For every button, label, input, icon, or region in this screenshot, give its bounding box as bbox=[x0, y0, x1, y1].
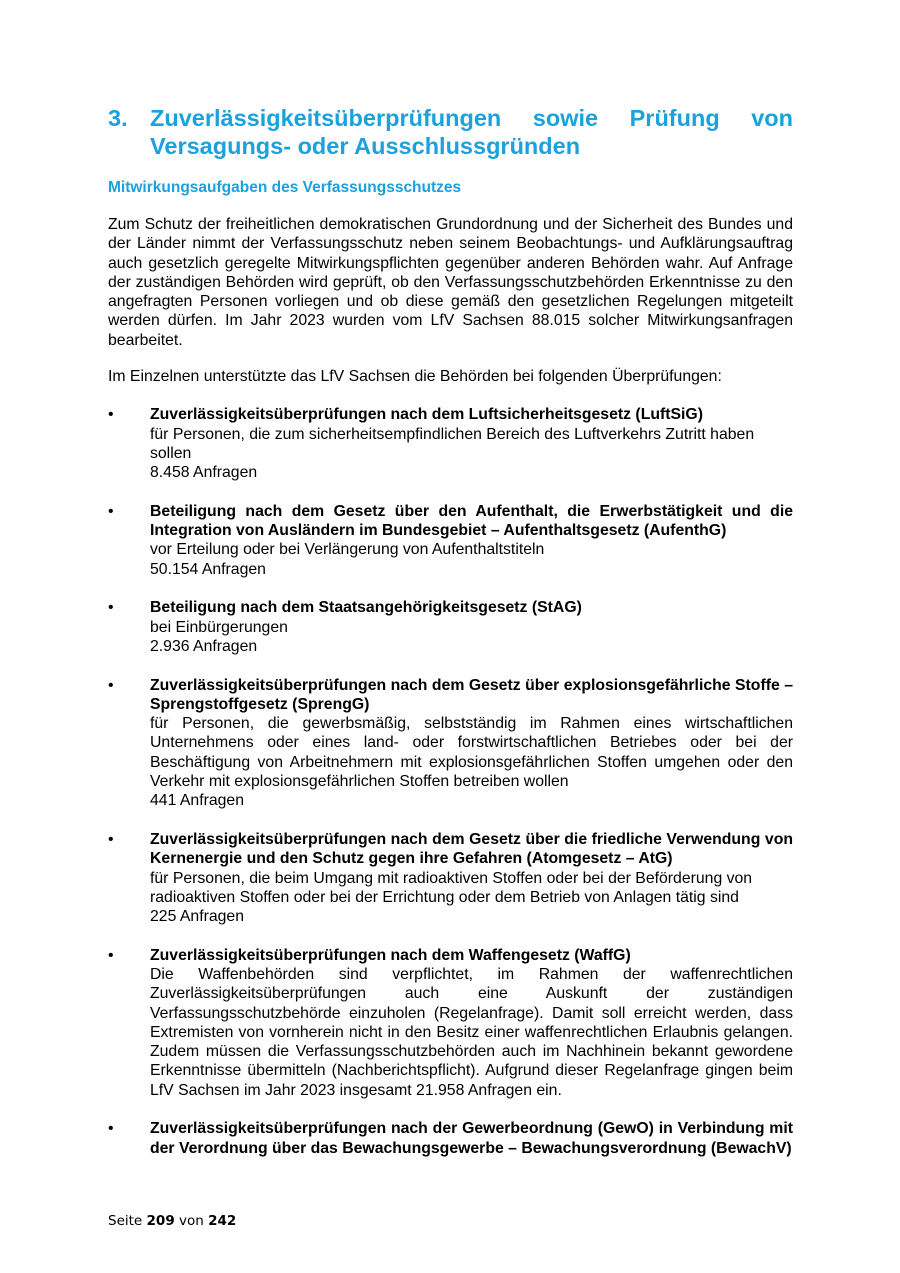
item-description: für Personen, die zum sicherheitsempfindlichen Bereich des Luftverkehrs Zutritt haben sollen bbox=[150, 425, 755, 462]
review-list bbox=[108, 405, 793, 1158]
section-title: Zuverlässigkeitsüberprüfungen sowie Prüfung von Versagungs- oder Ausschlussgründen bbox=[150, 105, 793, 159]
item-description: für Personen, die beim Umgang mit radioaktiven Stoffen oder bei der Beförderung von radioaktiven Stoffen oder bei der Errichtung oder dem Betrieb von Anlagen tätig sind bbox=[150, 869, 753, 906]
intro-paragraph: Zum Schutz der freiheitlichen demokratischen Grundordnung und der Sicherheit des Bundes und der Länder nimmt der Verfassungsschutz neben seinem Beobachtungs- und Aufklärungsauftrag auch gesetzlich geregelte Mitwirkungspflichten gegenüber anderen Behörden wahr. Auf Anfrage der zuständigen Behörden wird geprüft, ob den Verfassungsschutzbehörden Erkenntnisse zu den angefragten Personen vorliegen und ob diese gemäß den gesetzlichen Regelungen mitgeteilt werden dürfen. Im Jahr 2023 wurden vom LfV Sachsen 88.015 solcher Mitwirkungsanfragen bearbeitet. bbox=[108, 216, 793, 349]
section-heading bbox=[108, 104, 793, 160]
list-item bbox=[108, 405, 793, 482]
item-description: vor Erteilung oder bei Verlängerung von Aufenthaltstiteln bbox=[150, 541, 545, 559]
lead-paragraph: Im Einzelnen unterstützte das LfV Sachsen die Behörden bei folgenden Überprüfungen: bbox=[108, 368, 722, 386]
bullet-icon: • bbox=[108, 599, 114, 617]
list-item-content bbox=[150, 676, 793, 811]
list-item bbox=[108, 502, 793, 579]
list-item bbox=[108, 1119, 793, 1158]
list-item-content bbox=[150, 502, 793, 579]
list-item bbox=[108, 830, 793, 926]
subheading: Mitwirkungsaufgaben des Verfassungsschutzes bbox=[108, 179, 462, 196]
item-title: Beteiligung nach dem Staatsangehörigkeitsgesetz (StAG) bbox=[150, 599, 582, 617]
footer-page-total: 242 bbox=[208, 1213, 237, 1229]
list-item-content bbox=[150, 405, 793, 482]
list-item bbox=[108, 676, 793, 811]
footer-separator: von bbox=[179, 1213, 204, 1229]
item-title: Zuverlässigkeitsüberprüfungen nach dem Luftsicherheitsgesetz (LuftSiG) bbox=[150, 406, 703, 424]
bullet-icon: • bbox=[108, 1120, 114, 1138]
item-description: für Personen, die gewerbsmäßig, selbstständig im Rahmen eines wirtschaftlichen Unternehmens oder eines land- oder forstwirtschaftlichen Betriebes oder bei der Beschäftigung von Arbeitnehmern mit explosionsgefährlichen Stoffen umgehen oder den Verkehr mit explosionsgefährlichen Stoffen betreiben wollen bbox=[150, 715, 793, 791]
section-number: 3. bbox=[108, 105, 128, 131]
list-item-content bbox=[150, 1119, 793, 1158]
item-description: Die Waffenbehörden sind verpflichtet, im Rahmen der waffenrechtlichen Zuverlässigkeitsüberprüfungen auch eine Auskunft der zuständigen Verfassungsschutzbehörde einzuholen (Regelanfrage). Damit soll erreicht werden, dass Extremisten von vornherein nicht in den Besitz einer waffenrechtlichen Erlaubnis gelangen. Zudem müssen die Verfassungsschutzbehörden auch im Nachhinein bekannt gewordene Erkenntnisse übermitteln (Nachberichtspflicht). Aufgrund dieser Regelanfrage gingen beim LfV Sachsen im Jahr 2023 insgesamt 21.958 Anfragen ein. bbox=[150, 965, 793, 1099]
item-title: Zuverlässigkeitsüberprüfungen nach dem Gesetz über explosionsgefährliche Stoffe – Sprengstoffgesetz (SprengG) bbox=[150, 676, 793, 713]
item-title: Zuverlässigkeitsüberprüfungen nach der Gewerbeordnung (GewO) in Verbindung mit der Verordnung über das Bewachungsgewerbe – Bewachungsverordnung (BewachV) bbox=[150, 1120, 793, 1157]
footer-prefix: Seite bbox=[108, 1213, 143, 1229]
item-title: Beteiligung nach dem Gesetz über den Aufenthalt, die Erwerbstätigkeit und die Integration von Ausländern im Bundesgebiet – Aufenthaltsgesetz (AufenthG) bbox=[150, 502, 793, 540]
item-count: 441 Anfragen bbox=[150, 792, 244, 810]
item-title: Zuverlässigkeitsüberprüfungen nach dem Waffengesetz (WaffG) bbox=[150, 946, 631, 964]
bullet-icon: • bbox=[108, 830, 114, 848]
document-page bbox=[108, 104, 793, 1177]
footer-page-number: 209 bbox=[146, 1213, 175, 1229]
item-count: 8.458 Anfragen bbox=[150, 464, 258, 482]
list-item bbox=[108, 598, 793, 656]
list-item-content bbox=[150, 830, 793, 926]
list-item-content bbox=[150, 598, 793, 656]
bullet-icon: • bbox=[108, 676, 114, 694]
item-count: 225 Anfragen bbox=[150, 908, 244, 926]
bullet-icon: • bbox=[108, 406, 114, 424]
bullet-icon: • bbox=[108, 946, 114, 964]
item-count: 50.154 Anfragen bbox=[150, 560, 266, 578]
item-title: Zuverlässigkeitsüberprüfungen nach dem Gesetz über die friedliche Verwendung von Kernenergie und den Schutz gegen ihre Gefahren (Atomgesetz – AtG) bbox=[150, 830, 793, 868]
page-footer bbox=[108, 1212, 236, 1230]
item-count: 2.936 Anfragen bbox=[150, 637, 258, 655]
item-description: bei Einbürgerungen bbox=[150, 618, 288, 636]
bullet-icon: • bbox=[108, 502, 114, 520]
list-item-content bbox=[150, 946, 793, 1100]
list-item bbox=[108, 946, 793, 1100]
